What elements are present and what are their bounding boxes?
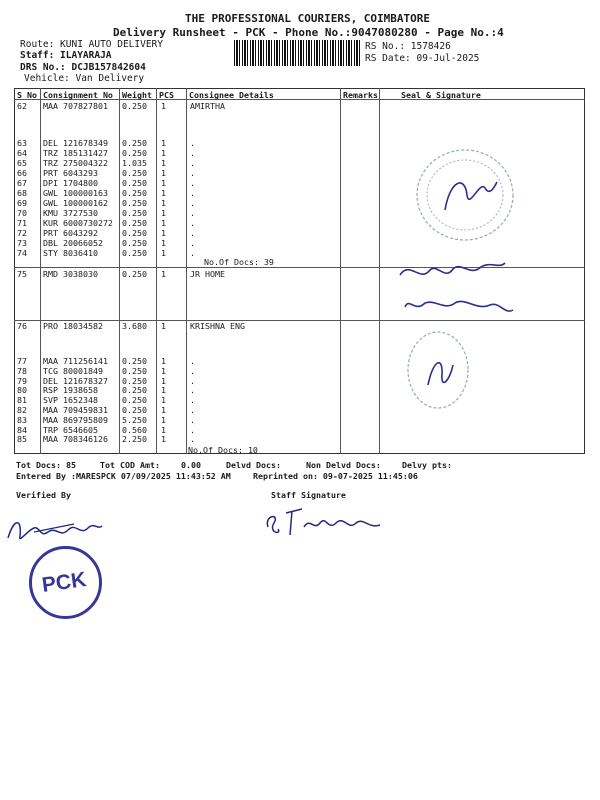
row-pcs: 1 (161, 198, 166, 208)
col-divider (186, 88, 187, 454)
row-consignment: PRO 18034582 (43, 321, 103, 331)
row-weight: 3.680 (122, 321, 147, 331)
row-consignment: KMU 3727530 (43, 208, 98, 218)
row-sno: 73 (17, 238, 27, 248)
row-consignee: . (190, 228, 195, 238)
row-sno: 69 (17, 198, 27, 208)
row-weight: 0.250 (122, 188, 147, 198)
row-sno: 85 (17, 434, 27, 445)
row-pcs: 1 (161, 188, 166, 198)
col-divider (119, 88, 120, 454)
row-consignment: STY 8036410 (43, 248, 98, 258)
row-consignee: . (190, 424, 195, 435)
col-divider (40, 88, 41, 454)
col-header-seal: Seal & Signature (401, 90, 481, 100)
pck-stamp-text: PCK (40, 568, 88, 597)
row-consignee: . (190, 248, 195, 258)
col-header-consignment: Consignment No (43, 90, 113, 100)
docs-count: No.Of Docs: 10 (188, 445, 258, 455)
row-weight: 1.035 (122, 158, 147, 168)
row-pcs: 1 (161, 101, 166, 111)
row-pcs: 1 (161, 365, 166, 376)
row-weight: 0.250 (122, 198, 147, 208)
row-pcs: 1 (161, 138, 166, 148)
row-consignment: MAA 709459831 (43, 405, 108, 415)
row-consignment: TRZ 275004322 (43, 158, 108, 168)
row-pcs: 1 (161, 228, 166, 238)
col-divider (379, 88, 380, 454)
row-pcs: 1 (161, 238, 166, 248)
staff-signature-label: Staff Signature (271, 490, 346, 500)
row-consignment: MAA 869795809 (43, 414, 108, 425)
delvd-docs: Delvd Docs: (226, 460, 281, 470)
row-consignee: . (190, 158, 195, 168)
docs-count: No.Of Docs: 39 (204, 257, 274, 267)
row-sno: 68 (17, 188, 27, 198)
row-sno: 83 (17, 414, 27, 425)
row-pcs: 1 (161, 414, 166, 425)
row-consignee: . (190, 148, 195, 158)
row-consignment: PRT 6043292 (43, 228, 98, 238)
row-sno: 63 (17, 138, 27, 148)
row-pcs: 1 (161, 321, 166, 331)
row-pcs: 1 (161, 148, 166, 158)
row-pcs: 1 (161, 158, 166, 168)
row-consignment: PRT 6043293 (43, 168, 98, 178)
row-consignment: TRZ 185131427 (43, 148, 108, 158)
row-sno: 75 (17, 269, 27, 279)
row-sno: 62 (17, 101, 27, 111)
row-consignee: . (190, 138, 195, 148)
row-pcs: 1 (161, 269, 166, 279)
row-weight: 0.250 (122, 405, 147, 415)
tot-cod-value: 0.00 (181, 460, 201, 470)
row-pcs: 1 (161, 405, 166, 415)
row-sno: 77 (17, 356, 27, 366)
row-sno: 65 (17, 158, 27, 168)
row-consignment: GWL 100000163 (43, 188, 108, 198)
row-consignment: TCG 80001849 (43, 365, 103, 376)
rs-number: RS No.: 1578426 (365, 41, 451, 52)
row-sno: 80 (17, 385, 27, 396)
row-consignment: MAA 707827801 (43, 101, 108, 111)
row-consignment: DBL 20066052 (43, 238, 103, 248)
row-consignee: . (190, 434, 195, 445)
row-weight: 0.250 (122, 238, 147, 248)
row-sno: 84 (17, 424, 27, 435)
row-sno: 67 (17, 178, 27, 188)
row-weight: 0.250 (122, 356, 147, 366)
row-consignee: . (190, 365, 195, 376)
row-pcs: 1 (161, 395, 166, 406)
col-header-pcs: PCS (159, 90, 174, 100)
row-consignee: . (190, 414, 195, 425)
vehicle-label: Vehicle: Van Delivery (24, 73, 145, 84)
col-header-sno: S No (17, 90, 37, 100)
verified-by-label: Verified By (16, 490, 71, 500)
row-consignee: . (190, 188, 195, 198)
row-weight: 0.250 (122, 385, 147, 396)
row-consignee: . (190, 405, 195, 415)
row-sno: 74 (17, 248, 27, 258)
row-weight: 0.250 (122, 365, 147, 376)
reprinted-on: Reprinted on: 09-07-2025 11:45:06 (253, 471, 418, 481)
non-delvd-docs: Non Delvd Docs: (306, 460, 381, 470)
row-consignee: . (190, 178, 195, 188)
row-pcs: 1 (161, 248, 166, 258)
row-sno: 79 (17, 375, 27, 386)
row-consignment: MAA 711256141 (43, 356, 108, 366)
barcode (234, 40, 360, 66)
row-consignee: KRISHNA ENG (190, 321, 245, 331)
row-pcs: 1 (161, 385, 166, 396)
tot-cod-label: Tot COD Amt: (100, 460, 160, 470)
col-header-remarks: Remarks (343, 90, 378, 100)
company-title: THE PROFESSIONAL COURIERS, COIMBATORE (185, 12, 431, 25)
row-consignment: DEL 121678349 (43, 138, 108, 148)
row-weight: 0.250 (122, 228, 147, 238)
row-consignee: . (190, 395, 195, 406)
row-consignee: . (190, 385, 195, 396)
route-label: Route: KUNI AUTO DELIVERY (20, 39, 163, 50)
row-consignee: . (190, 218, 195, 228)
row-sno: 64 (17, 148, 27, 158)
staff-signature (262, 505, 387, 540)
row-consignment: MAA 708346126 (43, 434, 108, 445)
row-sno: 76 (17, 321, 27, 331)
col-header-consignee: Consignee Details (189, 90, 274, 100)
row-consignee: . (190, 375, 195, 386)
row-consignee: . (190, 238, 195, 248)
verifier-signature (4, 508, 104, 548)
round-stamp-1 (405, 140, 525, 250)
col-divider (340, 88, 341, 454)
rs-date: RS Date: 09-Jul-2025 (365, 53, 480, 64)
row-pcs: 1 (161, 208, 166, 218)
row-consignee: . (190, 356, 195, 366)
row-weight: 0.250 (122, 375, 147, 386)
row-weight: 0.250 (122, 101, 147, 111)
row-pcs: 1 (161, 424, 166, 435)
row-pcs: 1 (161, 218, 166, 228)
row-consignment: TRP 6546605 (43, 424, 98, 435)
col-header-weight: Weight (122, 90, 152, 100)
row-consignment: KUR 6000730272 (43, 218, 113, 228)
row-sno: 66 (17, 168, 27, 178)
row-consignee: . (190, 208, 195, 218)
row-consignee: JR HOME (190, 269, 225, 279)
row-weight: 0.250 (122, 148, 147, 158)
drs-number: DRS No.: DCJB157842604 (20, 62, 146, 73)
row-consignment: RSP 1938658 (43, 385, 98, 396)
row-pcs: 1 (161, 178, 166, 188)
row-consignee: AMIRTHA (190, 101, 225, 111)
row-pcs: 1 (161, 434, 166, 445)
row-consignee: . (190, 168, 195, 178)
jr-home-handwriting (395, 255, 525, 325)
row-weight: 0.250 (122, 395, 147, 406)
row-weight: 0.560 (122, 424, 147, 435)
runsheet-title: Delivery Runsheet - PCK - Phone No.:9047080280 - Page No.:4 (113, 26, 504, 39)
round-stamp-2 (398, 325, 478, 415)
row-consignment: SVP 1652348 (43, 395, 98, 406)
row-pcs: 1 (161, 356, 166, 366)
row-consignment: DEL 121678327 (43, 375, 108, 386)
row-weight: 2.250 (122, 434, 147, 445)
row-weight: 0.250 (122, 248, 147, 258)
row-sno: 78 (17, 365, 27, 376)
row-consignment: RMD 3038030 (43, 269, 98, 279)
row-consignment: GWL 100000162 (43, 198, 108, 208)
row-consignee: . (190, 198, 195, 208)
row-sno: 82 (17, 405, 27, 415)
row-weight: 0.250 (122, 269, 147, 279)
row-weight: 0.250 (122, 218, 147, 228)
row-weight: 0.250 (122, 138, 147, 148)
entered-by: Entered By :MARESPCK 07/09/2025 11:43:52 AM (16, 471, 231, 481)
row-pcs: 1 (161, 168, 166, 178)
tot-docs: Tot Docs: 85 (16, 460, 76, 470)
row-sno: 70 (17, 208, 27, 218)
staff-label: Staff: ILAYARAJA (20, 50, 112, 61)
delvy-pts: Delvy pts: (402, 460, 452, 470)
row-sno: 81 (17, 395, 27, 406)
col-divider (156, 88, 157, 454)
row-weight: 0.250 (122, 168, 147, 178)
row-weight: 5.250 (122, 414, 147, 425)
row-sno: 72 (17, 228, 27, 238)
row-weight: 0.250 (122, 208, 147, 218)
row-weight: 0.250 (122, 178, 147, 188)
row-pcs: 1 (161, 375, 166, 386)
row-sno: 71 (17, 218, 27, 228)
row-consignment: DPI 1704800 (43, 178, 98, 188)
